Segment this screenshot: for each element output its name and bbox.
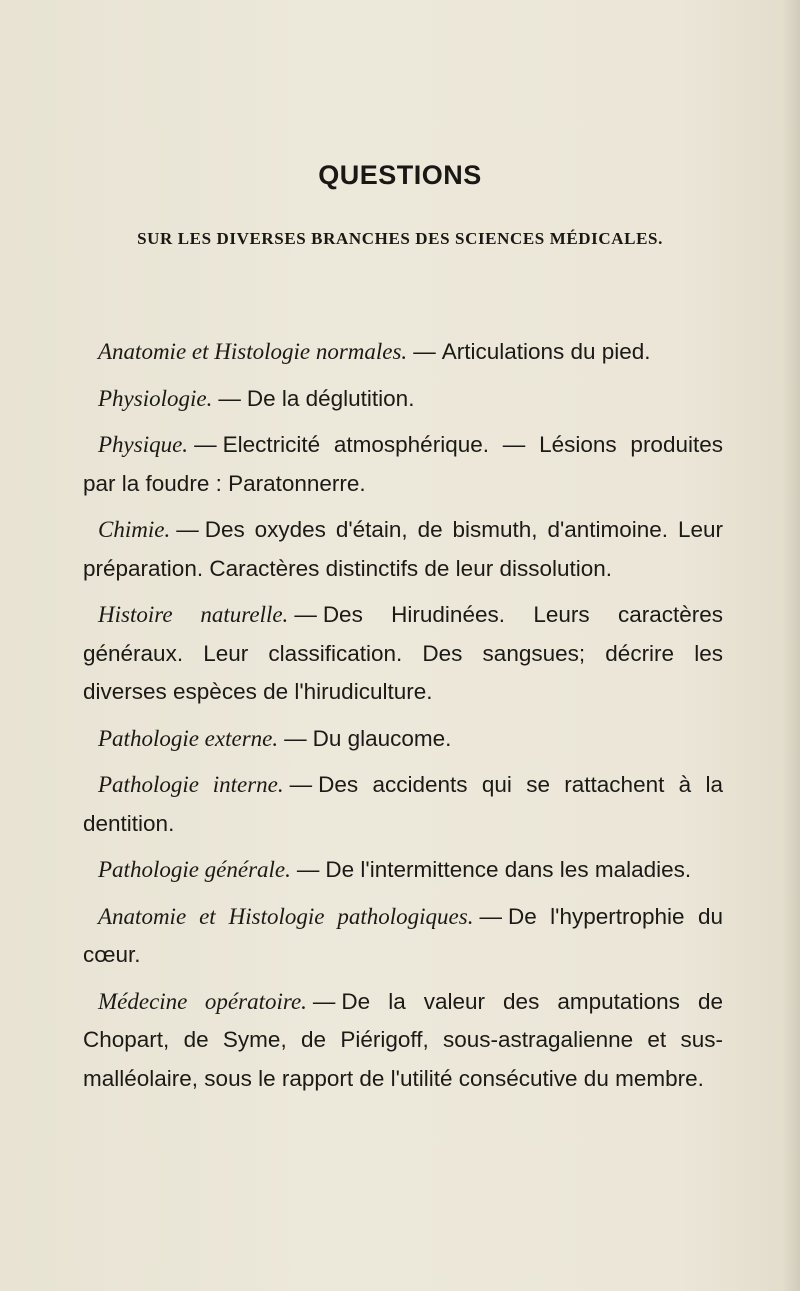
question-subject: Pathologie générale. xyxy=(98,857,291,882)
question-subject: Histoire naturelle. xyxy=(98,602,289,627)
page-subtitle: SUR LES DIVERSES BRANCHES DES SCIENCES MÉDICALES. xyxy=(137,229,663,248)
question-subject: Anatomie et Histologie normales. xyxy=(98,339,408,364)
question-separator: — xyxy=(312,988,336,1014)
question-text: Electricité atmosphérique. — Lésions produites par la foudre : Paratonnerre. xyxy=(83,432,723,496)
question-paragraph xyxy=(83,720,723,759)
question-subject: Pathologie externe. xyxy=(98,725,279,751)
question-text: Des accidents qui se rattachent à la dentition. xyxy=(83,772,724,836)
questions-list xyxy=(83,333,723,1106)
question-text: Des oxydes d'étain, de bismuth, d'antimoine. Leur préparation. Caractères distinctifs de leur dissolution. xyxy=(83,517,723,581)
question-paragraph xyxy=(83,851,723,890)
question-separator: — xyxy=(413,339,436,364)
question-text: De la déglutition. xyxy=(246,385,415,411)
question-text: De l'intermittence dans les maladies. xyxy=(325,857,692,882)
question-text: De la valeur des amputations de Chopart, de Syme, de Piérigoff, sous-astragalienne et sus-malléolaire, sous le rapport de l'utilité consécutive du membre. xyxy=(83,988,723,1091)
question-separator: — xyxy=(294,602,317,627)
question-subject: Physiologie. xyxy=(98,385,213,411)
question-separator: — xyxy=(218,385,241,411)
question-paragraph xyxy=(83,511,723,588)
question-paragraph xyxy=(83,333,723,372)
question-text: De l'hypertrophie du cœur. xyxy=(83,903,724,967)
question-subject: Pathologie interne. xyxy=(98,772,284,797)
question-paragraph xyxy=(83,596,723,712)
question-separator: — xyxy=(296,857,320,882)
question-subject: Chimie. xyxy=(98,517,171,542)
page-title: QUESTIONS xyxy=(318,160,482,190)
question-separator: — xyxy=(284,725,307,751)
page-edge-shadow xyxy=(782,0,800,1291)
question-text: Du glaucome. xyxy=(312,725,452,751)
question-separator: — xyxy=(289,772,313,797)
question-paragraph xyxy=(83,898,723,975)
question-separator: — xyxy=(479,903,502,929)
question-paragraph xyxy=(83,426,723,503)
question-subject: Anatomie et Histologie pathologiques. xyxy=(98,903,474,929)
question-text: Des Hirudinées. Leurs caractères généraux. Leur classification. Des sangsues; décrire les diverses espèces de l'hirudiculture. xyxy=(83,602,723,704)
question-subject: Médecine opératoire. xyxy=(98,988,307,1014)
question-paragraph xyxy=(83,766,723,843)
question-separator: — xyxy=(176,517,199,542)
question-separator: — xyxy=(194,432,217,457)
question-paragraph xyxy=(83,983,723,1099)
question-paragraph xyxy=(83,380,723,419)
question-subject: Physique. xyxy=(98,432,189,457)
question-text: Articulations du pied. xyxy=(441,339,651,364)
